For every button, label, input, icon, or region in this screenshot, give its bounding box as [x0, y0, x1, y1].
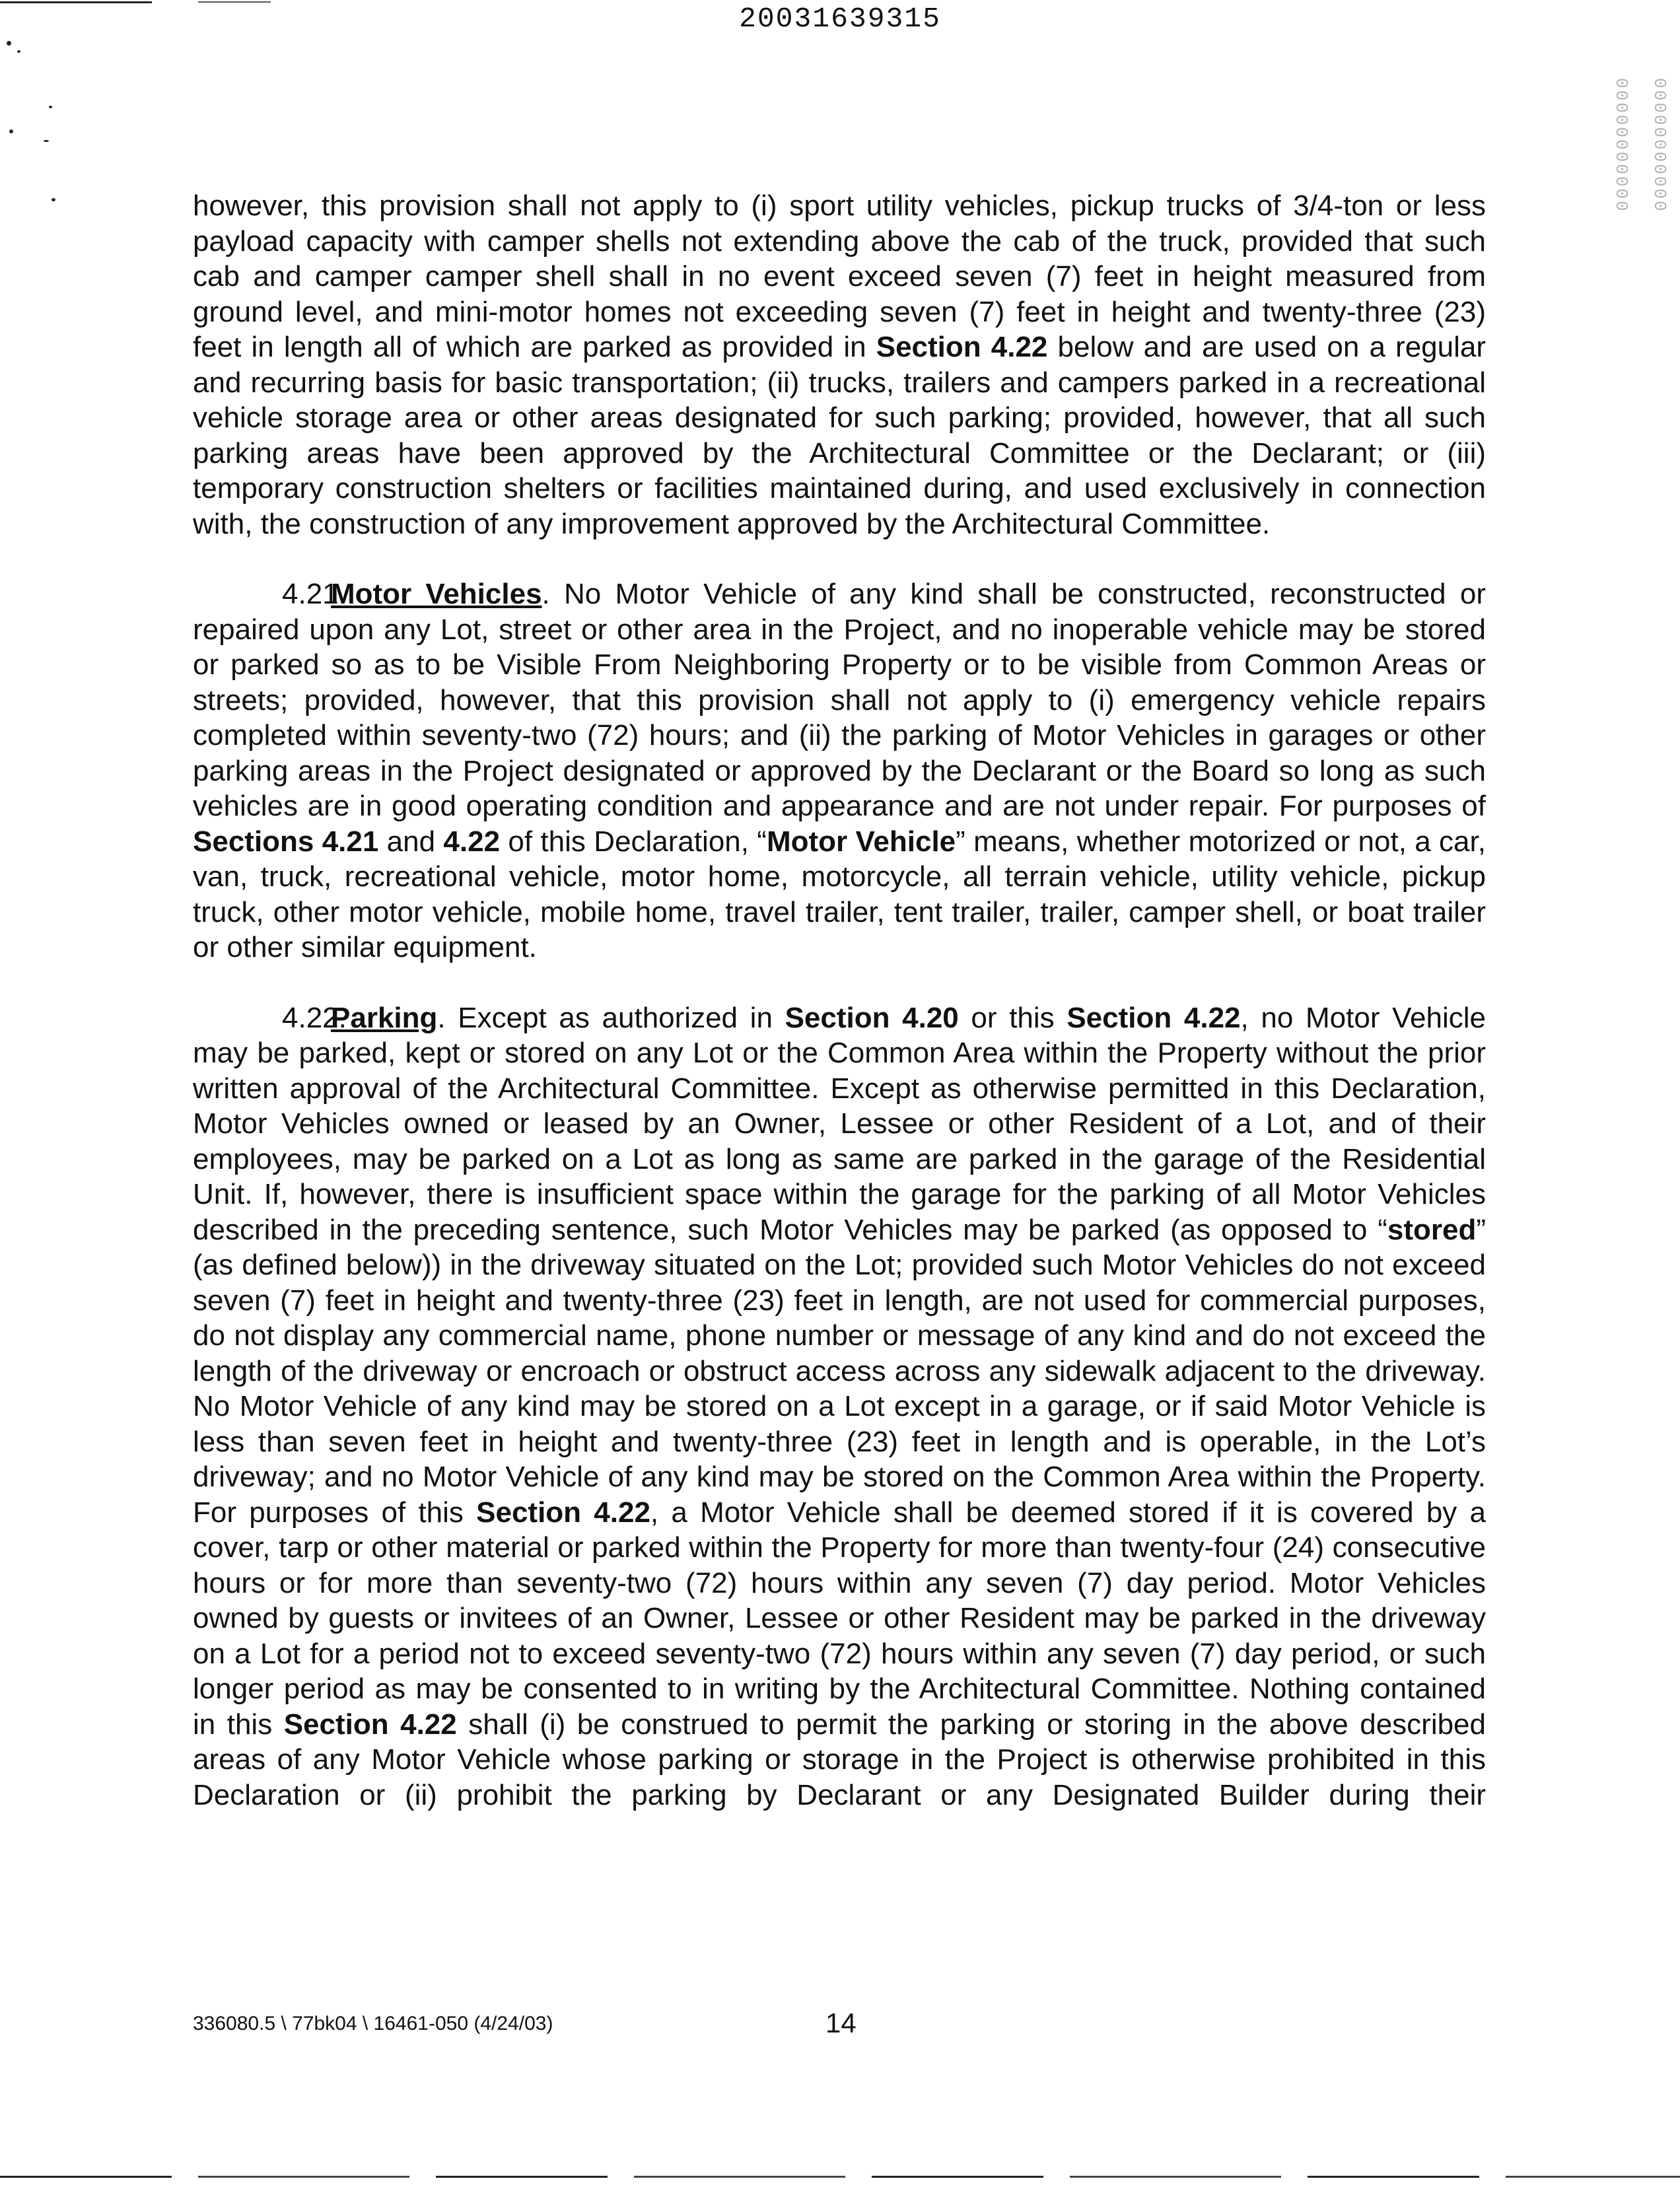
footer-reference: 336080.5 \ 77bk04 \ 16461-050 (4/24/03): [193, 2013, 553, 2034]
section-number: 4.21.: [282, 578, 347, 610]
section-4-21: 4.21.Motor Vehicles. No Motor Vehicle of any kind shall be constructed, reconstructed or repaired upon any Lot, street or other area in the Project, and no inoperable vehicle may be stored or parked so as to be Visible From Neighboring Property or to be visible from Common Areas or streets; provided, however, that this provision shall not apply to (i) emergency vehicle repairs completed within seventy-two (72) hours; and (ii) the parking of Motor Vehicles in garages or other parking areas in the Project designated or approved by the Declarant or the Board so long as such vehicles are in good operating condition and appearance and are not under repair. For purposes of Sections 4.21 and 4.22 of this Declaration, “Motor Vehicle” means, whether motorized or not, a car, van, truck, recreational vehicle, motor home, motorcycle, all terrain vehicle, utility vehicle, pickup truck, other motor vehicle, mobile home, travel trailer, tent trailer, trailer, camper shell, or boat trailer or other similar equipment.: [193, 578, 1486, 963]
side-stamp-text: 00000000000: [1611, 78, 1631, 213]
scan-speck: [9, 129, 13, 133]
scan-speck: [7, 41, 11, 46]
paragraph-continuation: however, this provision shall not apply to (i) sport utility vehicles, pickup trucks of 3/4-ton or less payload capacity with camper shells not extending above the cab of the truck, provided that such cab and camper camper shell shall in no event exceed seven (7) feet in height measured from ground level, and mini-motor homes not exceeding seven (7) feet in height and twenty-three (23) feet in length all of which are parked as provided in Section 4.22 below and are used on a regular and recurring basis for basic transportation; (ii) trucks, trailers and campers parked in a recreational vehicle storage area or other areas designated for such parking; provided, however, that all such parking areas have been approved by the Architectural Committee or the Declarant; or (iii) temporary construction shelters or facilities maintained during, and used exclusively in connection with, the construction of any improvement approved by the Architectural Committee.: [193, 190, 1487, 540]
section-heading: Parking: [331, 1001, 438, 1034]
document-body: [193, 188, 1486, 1813]
side-stamp: [1611, 78, 1669, 289]
side-stamp-text: 00000000000: [1650, 78, 1669, 213]
bottom-scan-rule: [0, 2176, 1680, 2178]
page-number: 14: [825, 2007, 857, 2038]
scan-speck: [17, 50, 20, 53]
section-heading: Motor Vehicles: [331, 578, 542, 610]
document-number: 20031639315: [739, 3, 941, 35]
section-number: 4.22.: [282, 1001, 347, 1034]
scan-speck: [44, 140, 49, 142]
scan-speck: [52, 198, 55, 201]
section-4-22: 4.22.Parking. Except as authorized in Section 4.20 or this Section 4.22, no Motor Vehicle may be parked, kept or stored on any Lot or the Common Area within the Property without the prior written approval of the Architectural Committee. Except as otherwise permitted in this Declaration, Motor Vehicles owned or leased by an Owner, Lessee or other Resident of a Lot, and of their employees, may be parked on a Lot as long as same are parked in the garage of the Residential Unit. If, however, there is insufficient space within the garage for the parking of all Motor Vehicles described in the preceding sentence, such Motor Vehicles may be parked (as opposed to “stored” (as defined below)) in the driveway situated on the Lot; provided such Motor Vehicles do not exceed seven (7) feet in height and twenty-three (23) feet in length, are not used for commercial purposes, do not display any commercial name, phone number or message of any kind and do not exceed the length of the driveway or encroach or obstruct access across any sidewalk adjacent to the driveway. No Motor Vehicle of any kind may be stored on a Lot except in a garage, or if said Motor Vehicle is less than seven feet in height and twenty-three (23) feet in length and is operable, in the Lot’s driveway; and no Motor Vehicle of any kind may be stored on the Common Area within the Property. For purposes of this Section 4.22, a Motor Vehicle shall be deemed stored if it is covered by a cover, tarp or other material or parked within the Property for more than twenty-four (24) consecutive hours or for more than seventy-two (72) hours within any seven (7) day period. Motor Vehicles owned by guests or invitees of an Owner, Lessee or other Resident may be parked in the driveway on a Lot for a period not to exceed seventy-two (72) hours within any seven (7) day period, or such longer period as may be consented to in writing by the Architectural Committee. Nothing contained in this Section 4.22 shall (i) be construed to permit the parking or storing in the above described areas of any Motor Vehicle whose parking or storage in the Project is otherwise prohibited in this Declaration or (ii) prohibit the parking by Declarant or any Designated Builder during their: [193, 1001, 1487, 1811]
scan-speck: [49, 106, 52, 108]
